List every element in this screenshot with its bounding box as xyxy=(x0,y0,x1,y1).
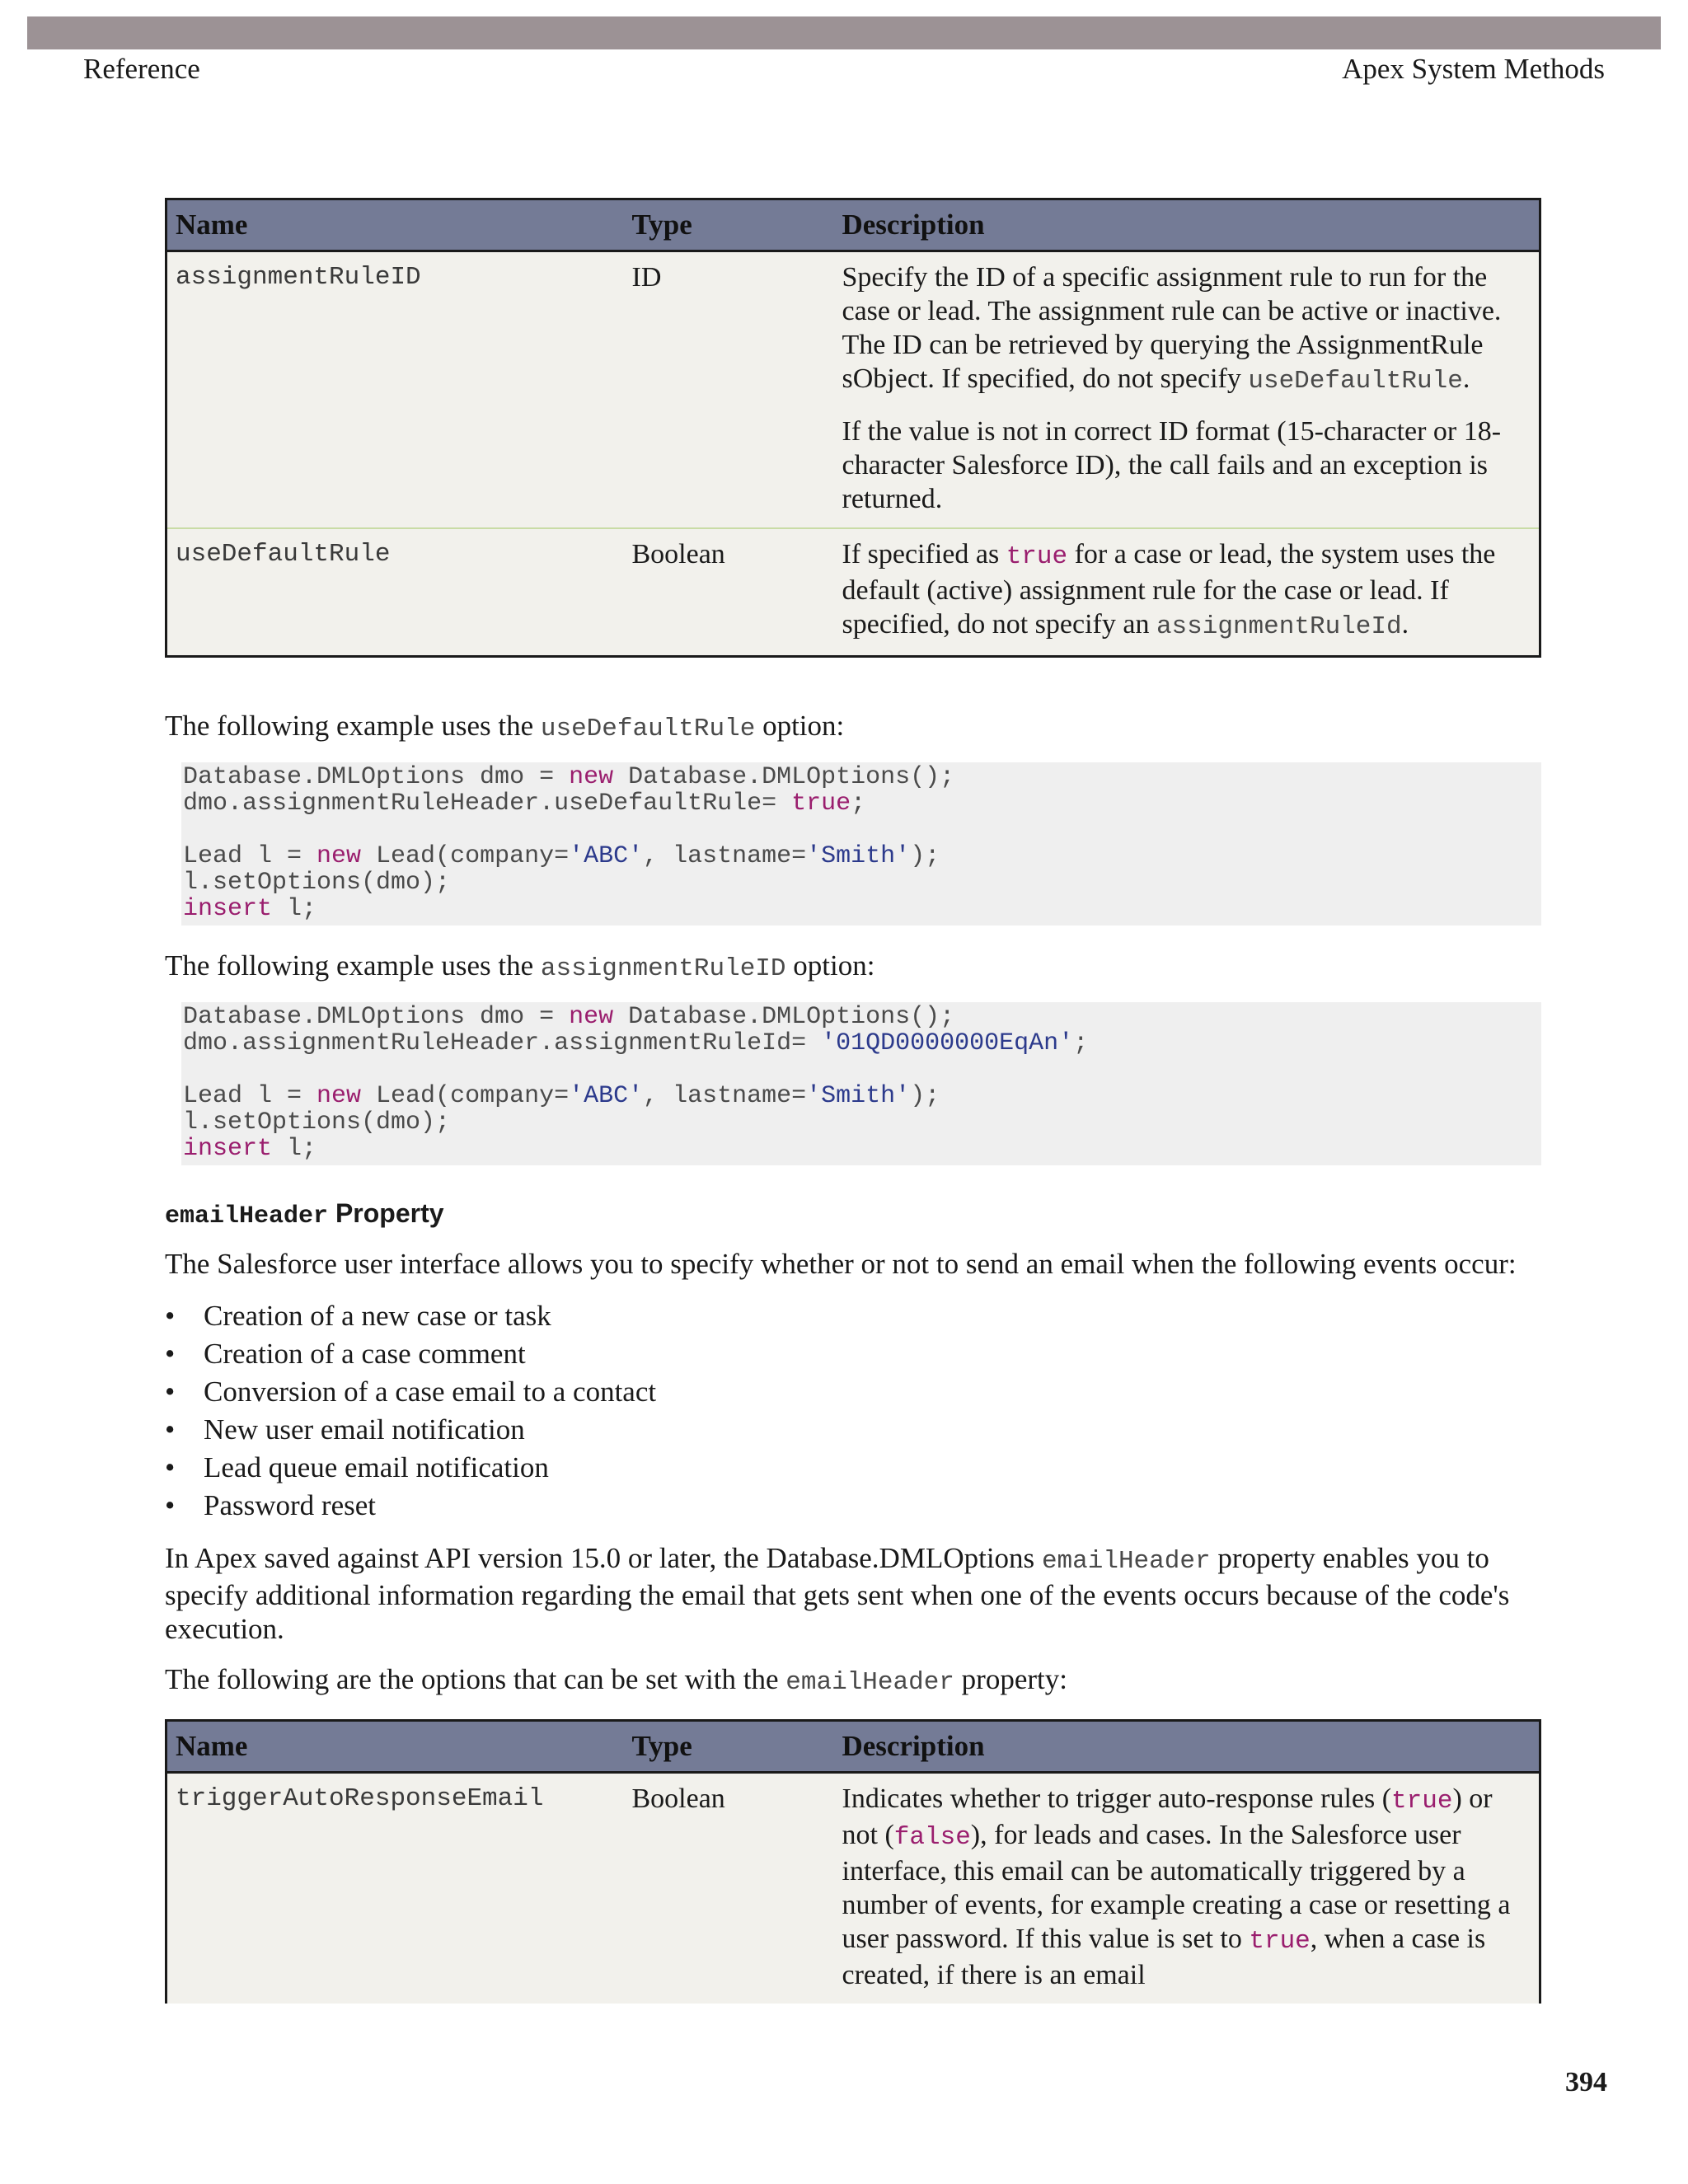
section-heading-code: emailHeader xyxy=(165,1202,329,1230)
example-intro xyxy=(165,709,1541,746)
inline-code: true xyxy=(1391,1787,1453,1816)
description-text: If specified as xyxy=(842,539,1006,569)
section-heading xyxy=(165,1198,1541,1230)
row-description xyxy=(834,251,1540,529)
description-text: . xyxy=(1401,609,1409,640)
row-type: Boolean xyxy=(624,1773,834,2004)
description-text: ) or not ( xyxy=(842,1783,1493,1850)
email-header-options-table xyxy=(165,1719,1541,2004)
table-header-row xyxy=(166,1721,1540,1773)
paragraph-text: option: xyxy=(785,949,875,982)
table-row xyxy=(166,528,1540,657)
description-text: for a case or lead, the system uses the default (active) assignment rule for the case or lead. If specified, do not specify an xyxy=(842,539,1496,640)
column-header-type: Type xyxy=(624,199,834,251)
inline-code: assignmentRuleID xyxy=(540,954,786,983)
section-heading-text: Property xyxy=(328,1198,444,1228)
example-intro xyxy=(165,949,1541,986)
row-name: assignmentRuleID xyxy=(166,251,624,529)
paragraph-text: property: xyxy=(954,1663,1067,1695)
paragraph-text: In Apex saved against API version 15.0 or later, the Database.DMLOptions xyxy=(165,1542,1042,1574)
running-header-left: Reference xyxy=(83,53,200,85)
code-example-default-rule: Database.DMLOptions dmo = new Database.DMLOptions(); dmo.assignmentRuleHeader.useDefaultRule= true; Lead l = new Lead(company='ABC', lastname='Smith'); l.setOptions(dmo); insert l; xyxy=(181,762,1541,926)
row-type: Boolean xyxy=(624,528,834,657)
inline-code: emailHeader xyxy=(785,1668,954,1697)
list-item: • New user email notification xyxy=(165,1411,1541,1449)
assignment-rule-options-table xyxy=(165,198,1541,658)
list-item: • Creation of a case comment xyxy=(165,1335,1541,1373)
list-item: • Lead queue email notification xyxy=(165,1449,1541,1487)
description-paragraph: If the value is not in correct ID format (15-character or 18-character Salesforce ID), the call fails and an exception is returned. xyxy=(842,416,1502,514)
code-example-assignment-rule-id: Database.DMLOptions dmo = new Database.DMLOptions(); dmo.assignmentRuleHeader.assignmentRuleId= '01QD0000000EqAn'; Lead l = new Lead(company='ABC', lastname='Smith'); l.setOptions(dmo); insert l; xyxy=(181,1002,1541,1165)
row-name: useDefaultRule xyxy=(166,528,624,657)
event-list xyxy=(165,1297,1541,1525)
description-text: Specify the ID of a specific assignment rule to run for the case or lead. The assignment rule can be active or inactive. The ID can be retrieved by querying the AssignmentRule sObject. If specified, do not specify xyxy=(842,262,1502,394)
table-header-row xyxy=(166,199,1540,251)
paragraph-text: option: xyxy=(755,710,845,742)
options-intro-paragraph xyxy=(165,1662,1541,1699)
row-description xyxy=(834,528,1540,657)
header-bar xyxy=(27,16,1661,49)
inline-code: true xyxy=(1249,1927,1311,1956)
list-item: • Password reset xyxy=(165,1487,1541,1525)
paragraph-text: The following example uses the xyxy=(165,710,541,742)
inline-code: useDefaultRule xyxy=(1248,367,1463,396)
description-text: ), for leads and cases. In the Salesforce user interface, this email can be automatically triggered by a number of events, for example creating a case or resetting a user password. If this value is set to xyxy=(842,1820,1511,1954)
paragraph-text: The following are the options that can be set with the xyxy=(165,1663,786,1695)
row-description xyxy=(834,1773,1540,2004)
column-header-name: Name xyxy=(166,199,624,251)
column-header-description: Description xyxy=(834,199,1540,251)
page-number: 394 xyxy=(1565,2067,1607,2097)
description-text: , when a case is created, if there is an email xyxy=(842,1924,1486,1990)
inline-code: useDefaultRule xyxy=(540,715,756,743)
list-item: • Conversion of a case email to a contact xyxy=(165,1373,1541,1411)
table-row xyxy=(166,251,1540,529)
paragraph-text: property enables you to specify additional information regarding the email that gets sent when one of the events occurs because of the code's execution. xyxy=(165,1542,1510,1645)
inline-code: true xyxy=(1006,542,1068,571)
column-header-name: Name xyxy=(166,1721,624,1773)
running-header-right: Apex System Methods xyxy=(1342,53,1605,85)
row-name: triggerAutoResponseEmail xyxy=(166,1773,624,2004)
description-paragraph xyxy=(842,260,1531,398)
column-header-type: Type xyxy=(624,1721,834,1773)
column-header-description: Description xyxy=(834,1721,1540,1773)
description-text: . xyxy=(1462,363,1470,394)
description-text: Indicates whether to trigger auto-response rules ( xyxy=(842,1783,1392,1814)
inline-code: emailHeader xyxy=(1041,1547,1211,1576)
page-content xyxy=(165,198,1541,2159)
email-header-paragraph xyxy=(165,1541,1541,1646)
intro-paragraph: The Salesforce user interface allows you to specify whether or not to send an email when the following events occur: xyxy=(165,1248,1517,1280)
row-type: ID xyxy=(624,251,834,529)
inline-code: assignmentRuleId xyxy=(1156,612,1402,641)
table-row xyxy=(166,1773,1540,2004)
paragraph-text: The following example uses the xyxy=(165,949,541,982)
list-item: • Creation of a new case or task xyxy=(165,1297,1541,1335)
inline-code: false xyxy=(893,1823,971,1852)
